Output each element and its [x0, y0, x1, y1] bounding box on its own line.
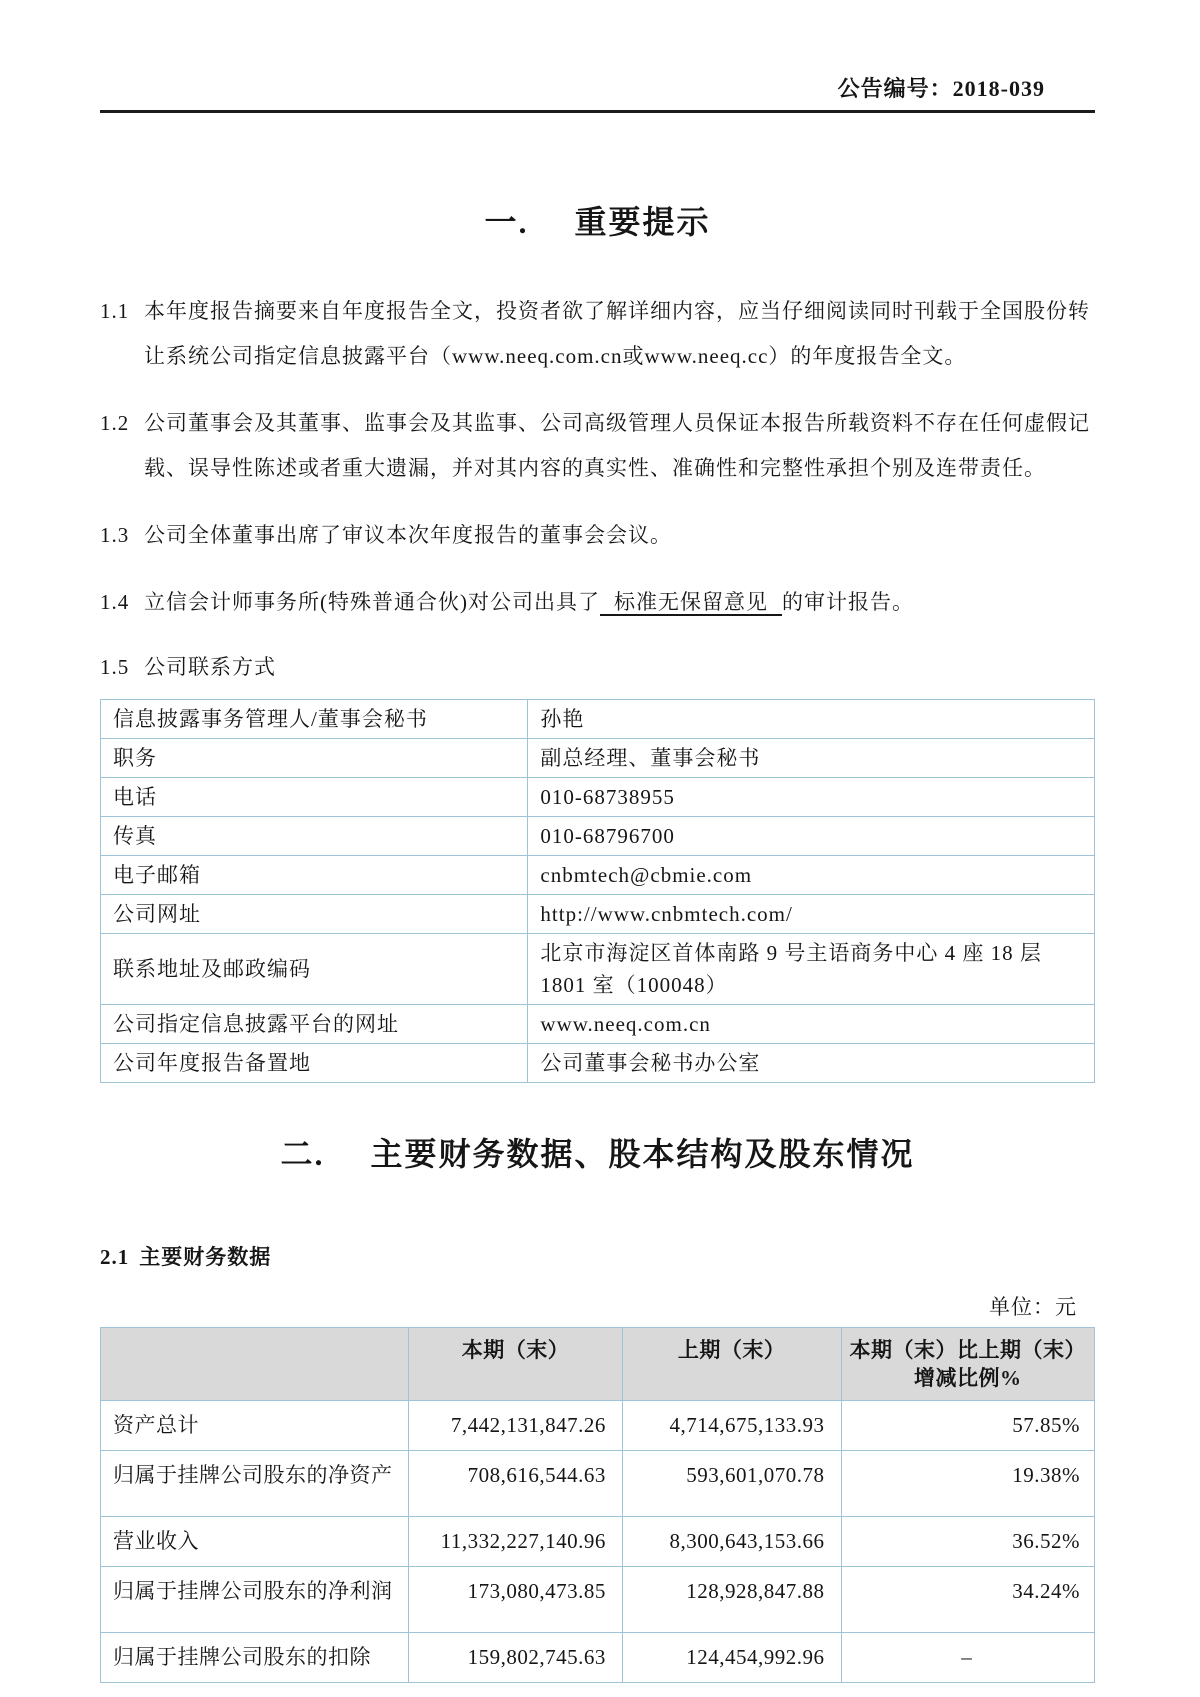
contact-label: 联系地址及邮政编码: [101, 934, 528, 1005]
contact-label: 电子邮箱: [101, 856, 528, 895]
contact-value: www.neeq.com.cn: [528, 1005, 1095, 1044]
table-row: [101, 817, 1095, 856]
paragraph-number: 1.5: [100, 655, 130, 679]
paragraph-1-4: [100, 580, 1095, 625]
table-row: [101, 1517, 1095, 1567]
paragraph-1-2: [100, 401, 1095, 491]
table-row: [101, 1005, 1095, 1044]
current-value: 11,332,227,140.96: [409, 1517, 623, 1567]
table-row: [101, 895, 1095, 934]
previous-value: 124,454,992.96: [622, 1633, 841, 1683]
section2-number: 二.: [280, 1136, 325, 1172]
table-header-row: [101, 1328, 1095, 1401]
header-previous-period: 上期（末）: [622, 1328, 841, 1401]
contact-value: 北京市海淀区首体南路 9 号主语商务中心 4 座 18 层 1801 室（100048）: [528, 934, 1095, 1005]
change-value: 36.52%: [841, 1517, 1095, 1567]
current-value: 7,442,131,847.26: [409, 1401, 623, 1451]
change-value: 19.38%: [841, 1451, 1095, 1517]
previous-value: 593,601,070.78: [622, 1451, 841, 1517]
table-row: [101, 778, 1095, 817]
table-row: [101, 1633, 1095, 1683]
audit-text-after: 的审计报告。: [782, 590, 914, 614]
contact-value: 010-68796700: [528, 817, 1095, 856]
section1-title: [100, 197, 1095, 243]
subsection-2-1-heading: [100, 1241, 1095, 1271]
paragraph-1-5: [100, 647, 1095, 687]
previous-value: 128,928,847.88: [622, 1567, 841, 1633]
table-row: [101, 700, 1095, 739]
paragraph-text: 公司联系方式: [144, 655, 276, 679]
audit-text-before: 立信会计师事务所(特殊普通合伙)对公司出具了: [144, 590, 600, 614]
contact-value: 公司董事会秘书办公室: [528, 1044, 1095, 1083]
metric-label: 归属于挂牌公司股东的净利润: [101, 1567, 409, 1633]
paragraph-number: 1.2: [100, 411, 130, 435]
section1-number: 一.: [484, 204, 529, 240]
contact-value: 孙艳: [528, 700, 1095, 739]
current-value: 173,080,473.85: [409, 1567, 623, 1633]
section1-title-text: 重要提示: [574, 204, 711, 240]
contact-value: cnbmtech@cbmie.com: [528, 856, 1095, 895]
table-row: [101, 1567, 1095, 1633]
table-row: [101, 1044, 1095, 1083]
metric-label: 资产总计: [101, 1401, 409, 1451]
paragraph-number: 1.4: [100, 590, 130, 614]
contact-info-table: [100, 699, 1095, 1083]
current-value: 708,616,544.63: [409, 1451, 623, 1517]
table-row: [101, 934, 1095, 1005]
table-row: [101, 1401, 1095, 1451]
section2-title-text: 主要财务数据、股本结构及股东情况: [370, 1136, 915, 1172]
financial-data-table: [100, 1327, 1095, 1683]
paragraph-1-1: [100, 289, 1095, 379]
paragraph-1-3: [100, 513, 1095, 558]
paragraph-number: 1.1: [100, 299, 130, 323]
contact-label: 职务: [101, 739, 528, 778]
current-value: 159,802,745.63: [409, 1633, 623, 1683]
contact-label: 电话: [101, 778, 528, 817]
metric-label: 归属于挂牌公司股东的净资产: [101, 1451, 409, 1517]
paragraph-text: [144, 580, 1095, 625]
metric-label: 营业收入: [101, 1517, 409, 1567]
subsection-number: 2.1: [100, 1245, 130, 1269]
header-rule: [100, 110, 1095, 113]
header-change-ratio: 本期（末）比上期（末）增减比例%: [841, 1328, 1095, 1401]
previous-value: 8,300,643,153.66: [622, 1517, 841, 1567]
contact-value: http://www.cnbmtech.com/: [528, 895, 1095, 934]
unit-note: 单位：元: [989, 1295, 1077, 1319]
paragraph-number: 1.3: [100, 523, 130, 547]
metric-label: 归属于挂牌公司股东的扣除: [101, 1633, 409, 1683]
section2-title: [100, 1129, 1095, 1175]
table-row: [101, 739, 1095, 778]
contact-value: 010-68738955: [528, 778, 1095, 817]
table-row: [101, 856, 1095, 895]
contact-label: 传真: [101, 817, 528, 856]
change-value: 34.24%: [841, 1567, 1095, 1633]
change-value: –: [841, 1633, 1095, 1683]
contact-label: 信息披露事务管理人/董事会秘书: [101, 700, 528, 739]
contact-value: 副总经理、董事会秘书: [528, 739, 1095, 778]
contact-label: 公司网址: [101, 895, 528, 934]
header-metric: [101, 1328, 409, 1401]
paragraph-text: 本年度报告摘要来自年度报告全文，投资者欲了解详细内容，应当仔细阅读同时刊载于全国股份转让系统公司指定信息披露平台（www.neeq.com.cn或www.neeq.cc）的年度报告全文。: [144, 299, 1090, 368]
subsection-title: 主要财务数据: [139, 1245, 272, 1269]
header-current-period: 本期（末）: [409, 1328, 623, 1401]
contact-label: 公司指定信息披露平台的网址: [101, 1005, 528, 1044]
paragraph-text: 公司董事会及其董事、监事会及其监事、公司高级管理人员保证本报告所载资料不存在任何虚假记载、误导性陈述或者重大遗漏，并对其内容的真实性、准确性和完整性承担个别及连带责任。: [144, 411, 1090, 480]
contact-label: 公司年度报告备置地: [101, 1044, 528, 1083]
paragraph-text: 公司全体董事出席了审议本次年度报告的董事会会议。: [144, 523, 672, 547]
audit-opinion-underlined: 标准无保留意见: [600, 590, 782, 616]
previous-value: 4,714,675,133.93: [622, 1401, 841, 1451]
table-row: [101, 1451, 1095, 1517]
change-value: 57.85%: [841, 1401, 1095, 1451]
announcement-number: 公告编号：2018-039: [837, 76, 1045, 101]
